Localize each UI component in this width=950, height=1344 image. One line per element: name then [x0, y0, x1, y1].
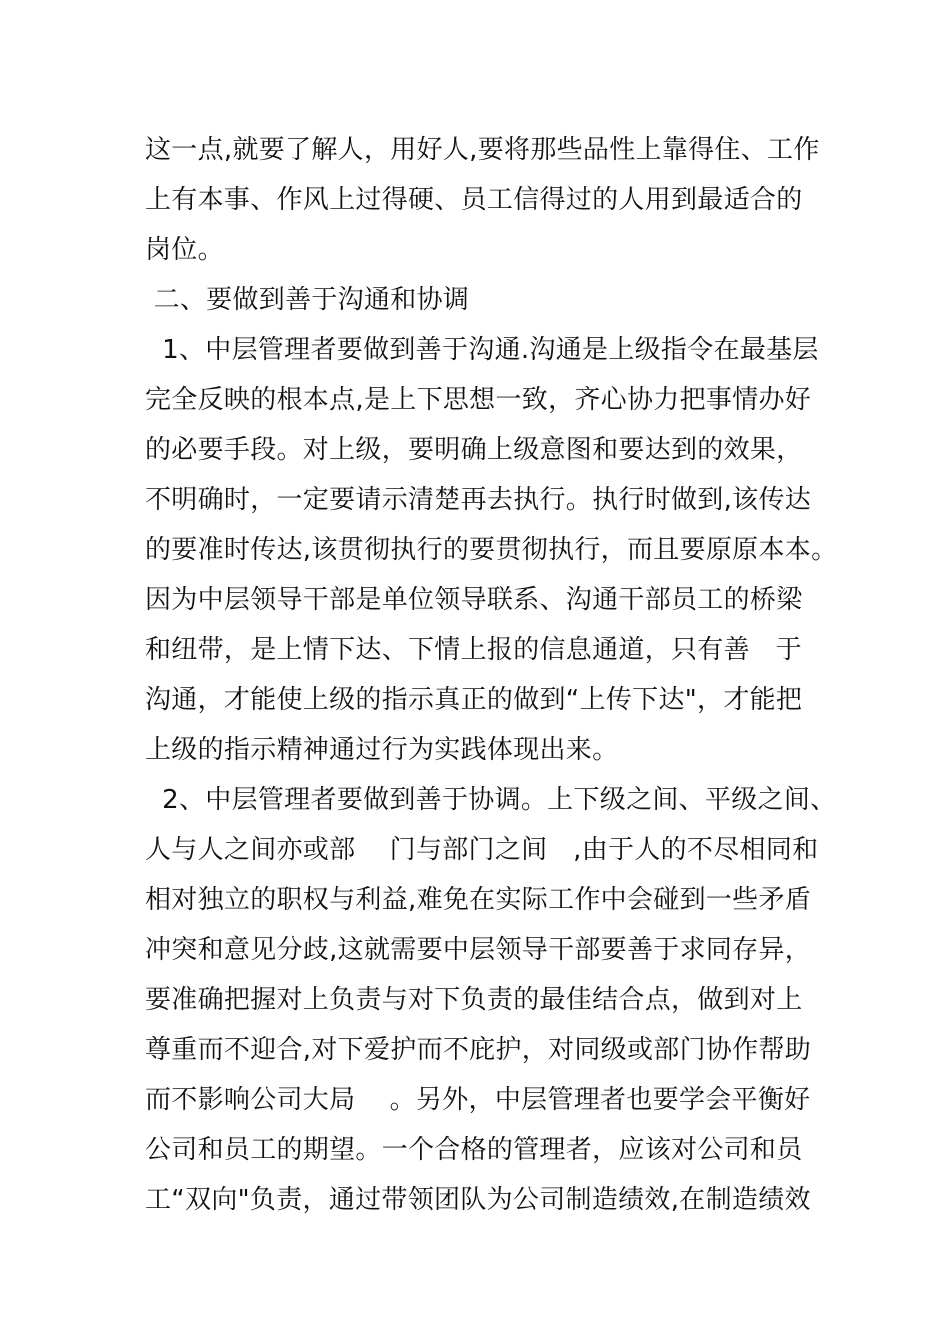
- text-line: 沟通，才能使上级的指示真正的做到“上传下达"，才能把: [145, 685, 803, 715]
- text-line: 尊重而不迎合,对下爱护而不庇护，对同级或部门协作帮助: [145, 1035, 812, 1065]
- text-line: 完全反映的根本点,是上下思想一致，齐心协力把事情办好: [145, 385, 812, 415]
- text-line: 工“双向"负责，通过带领团队为公司制造绩效,在制造绩效: [145, 1185, 811, 1215]
- section-heading: 二、要做到善于沟通和协调: [145, 285, 470, 315]
- text-line: 1、中层管理者要做到善于沟通.沟通是上级指令在最基层: [145, 335, 819, 365]
- text-line: 2、中层管理者要做到善于协调。上下级之间、平级之间、: [145, 785, 837, 815]
- text-line: 的必要手段。对上级，要明确上级意图和要达到的效果，: [145, 435, 803, 465]
- text-line: 人与人之间亦或部 门与部门之间 ,由于人的不尽相同和: [145, 835, 819, 865]
- text-line: 公司和员工的期望。一个合格的管理者，应该对公司和员: [145, 1135, 803, 1165]
- text-line: 上级的指示精神通过行为实践体现出来。: [145, 735, 619, 765]
- text-line: 和纽带，是上情下达、下情上报的信息通道，只有善 于: [145, 635, 802, 665]
- text-line: 不明确时，一定要请示清楚再去执行。执行时做到,该传达: [145, 485, 812, 515]
- text-line: 岗位。: [145, 235, 224, 265]
- text-line: 冲突和意见分歧,这就需要中层领导干部要善于求同存异，: [145, 935, 812, 965]
- text-line: 而不影响公司大局 。另外，中层管理者也要学会平衡好: [145, 1085, 811, 1115]
- text-line: 这一点,就要了解人，用好人,要将那些品性上靠得住、工作: [145, 135, 820, 165]
- text-line: 要准确把握对上负责与对下负责的最佳结合点，做到对上: [145, 985, 803, 1015]
- text-line: 上有本事、作风上过得硬、员工信得过的人用到最适合的: [145, 185, 803, 215]
- text-line: 的要准时传达,该贯彻执行的要贯彻执行，而且要原原本本。: [145, 535, 838, 565]
- text-line: 因为中层领导干部是单位领导联系、沟通干部员工的桥梁: [145, 585, 803, 615]
- text-line: 相对独立的职权与利益,难免在实际工作中会碰到一些矛盾: [145, 885, 812, 915]
